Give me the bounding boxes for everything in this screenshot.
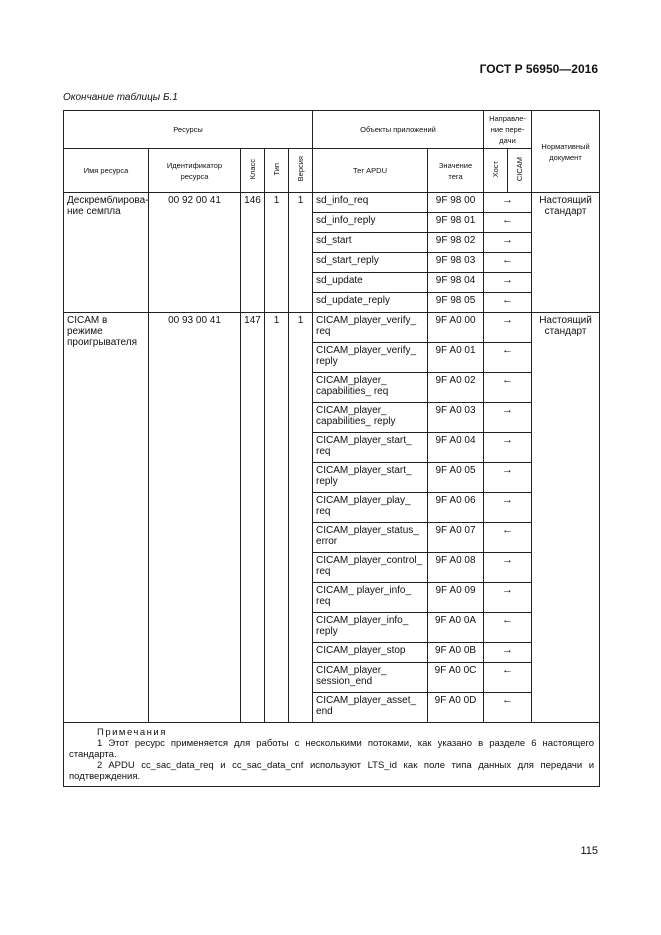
header-tag-value: Значение тега [428, 149, 484, 193]
header-version [289, 149, 313, 193]
apdu-tag: CICAM_player_start_ reply [313, 463, 428, 493]
header-resources: Ресурсы [64, 111, 313, 149]
resources-table [63, 110, 600, 787]
tag-value: 9F A0 0A [428, 613, 484, 643]
direction-arrow: → [484, 583, 532, 613]
resource-name: Дескремблирова-ние семпла [64, 193, 149, 313]
tag-value: 9F A0 0D [428, 693, 484, 723]
apdu-tag: sd_start_reply [313, 253, 428, 273]
standard-header: ГОСТ Р 56950—2016 [479, 62, 598, 76]
header-version-label: Версия [296, 156, 305, 182]
tag-value: 9F A0 00 [428, 313, 484, 343]
header-objects: Объекты приложений [313, 111, 484, 149]
tag-value: 9F A0 09 [428, 583, 484, 613]
tag-value: 9F 98 05 [428, 293, 484, 313]
resource-id: 00 92 00 41 [149, 193, 241, 313]
tag-value: 9F A0 0C [428, 663, 484, 693]
direction-arrow: → [484, 463, 532, 493]
resource-type: 1 [265, 313, 289, 723]
direction-arrow: → [484, 553, 532, 583]
direction-arrow: ← [484, 253, 532, 273]
direction-arrow: → [484, 493, 532, 523]
notes-title: Примечания [97, 727, 167, 738]
direction-arrow: ← [484, 663, 532, 693]
direction-arrow: ← [484, 523, 532, 553]
tag-value: 9F 98 02 [428, 233, 484, 253]
header-cicam [508, 149, 532, 193]
normative-doc: Настоящий стандарт [532, 313, 600, 723]
apdu-tag: CICAM_player_status_ error [313, 523, 428, 553]
header-direction: Направле-ние пере-дачи [484, 111, 532, 149]
apdu-tag: CICAM_player_ capabilities_ req [313, 373, 428, 403]
header-cicam-label: CICAM [515, 156, 525, 182]
apdu-tag: sd_update [313, 273, 428, 293]
direction-arrow: → [484, 433, 532, 463]
apdu-tag: sd_update_reply [313, 293, 428, 313]
header-type-label: Тип [272, 162, 281, 176]
tag-value: 9F A0 01 [428, 343, 484, 373]
tag-value: 9F A0 0B [428, 643, 484, 663]
apdu-tag: sd_info_req [313, 193, 428, 213]
apdu-tag: CICAM_player_verify_ req [313, 313, 428, 343]
tag-value: 9F A0 08 [428, 553, 484, 583]
tag-value: 9F A0 03 [428, 403, 484, 433]
resource-name: CICAM в режиме проигрывателя [64, 313, 149, 723]
apdu-tag: sd_start [313, 233, 428, 253]
apdu-tag: CICAM_player_asset_ end [313, 693, 428, 723]
resource-id: 00 93 00 41 [149, 313, 241, 723]
apdu-tag: CICAM_player_ session_end [313, 663, 428, 693]
header-normative: Нормативный документ [532, 111, 600, 193]
direction-arrow: → [484, 313, 532, 343]
resource-version: 1 [289, 193, 313, 313]
apdu-tag: CICAM_player_verify_ reply [313, 343, 428, 373]
header-class [241, 149, 265, 193]
page-number: 115 [580, 845, 598, 857]
normative-doc: Настоящий стандарт [532, 193, 600, 313]
tag-value: 9F 98 00 [428, 193, 484, 213]
notes [64, 723, 600, 787]
apdu-tag: CICAM_player_play_ req [313, 493, 428, 523]
direction-arrow: ← [484, 693, 532, 723]
resource-version: 1 [289, 313, 313, 723]
apdu-tag: sd_info_reply [313, 213, 428, 233]
tag-value: 9F A0 06 [428, 493, 484, 523]
apdu-tag: CICAM_ player_info_ req [313, 583, 428, 613]
direction-arrow: ← [484, 213, 532, 233]
resource-class: 146 [241, 193, 265, 313]
apdu-tag: CICAM_player_start_ req [313, 433, 428, 463]
apdu-tag: CICAM_player_ capabilities_ reply [313, 403, 428, 433]
table-caption: Окончание таблицы Б.1 [63, 92, 178, 103]
header-apdu-tag: Тег APDU [313, 149, 428, 193]
tag-value: 9F 98 04 [428, 273, 484, 293]
apdu-tag: CICAM_player_control_ req [313, 553, 428, 583]
tag-value: 9F A0 07 [428, 523, 484, 553]
direction-arrow: ← [484, 373, 532, 403]
direction-arrow: → [484, 233, 532, 253]
tag-value: 9F A0 05 [428, 463, 484, 493]
note-item: 2 APDU cc_sac_data_req и cc_sac_data_cnf используют LTS_id как поле типа данных для передачи и подтверждения. [69, 760, 595, 782]
direction-arrow: ← [484, 343, 532, 373]
header-host-label: Хост [491, 160, 501, 178]
apdu-tag: CICAM_player_stop [313, 643, 428, 663]
direction-arrow: → [484, 273, 532, 293]
header-host [484, 149, 508, 193]
header-resource-name: Имя ресурса [64, 149, 149, 193]
header-identifier: Идентификатор ресурса [149, 149, 241, 193]
direction-arrow: → [484, 643, 532, 663]
tag-value: 9F A0 04 [428, 433, 484, 463]
tag-value: 9F A0 02 [428, 373, 484, 403]
header-class-label: Класс [248, 158, 257, 180]
direction-arrow: → [484, 193, 532, 213]
note-item: 1 Этот ресурс применяется для работы с несколькими потоками, как указано в разделе 6 настоящего стандарта. [69, 738, 595, 760]
direction-arrow: ← [484, 613, 532, 643]
table-row [64, 313, 600, 343]
tag-value: 9F 98 01 [428, 213, 484, 233]
resource-type: 1 [265, 193, 289, 313]
resource-class: 147 [241, 313, 265, 723]
direction-arrow: ← [484, 293, 532, 313]
direction-arrow: → [484, 403, 532, 433]
header-type [265, 149, 289, 193]
apdu-tag: CICAM_player_info_ reply [313, 613, 428, 643]
table-row [64, 193, 600, 213]
tag-value: 9F 98 03 [428, 253, 484, 273]
